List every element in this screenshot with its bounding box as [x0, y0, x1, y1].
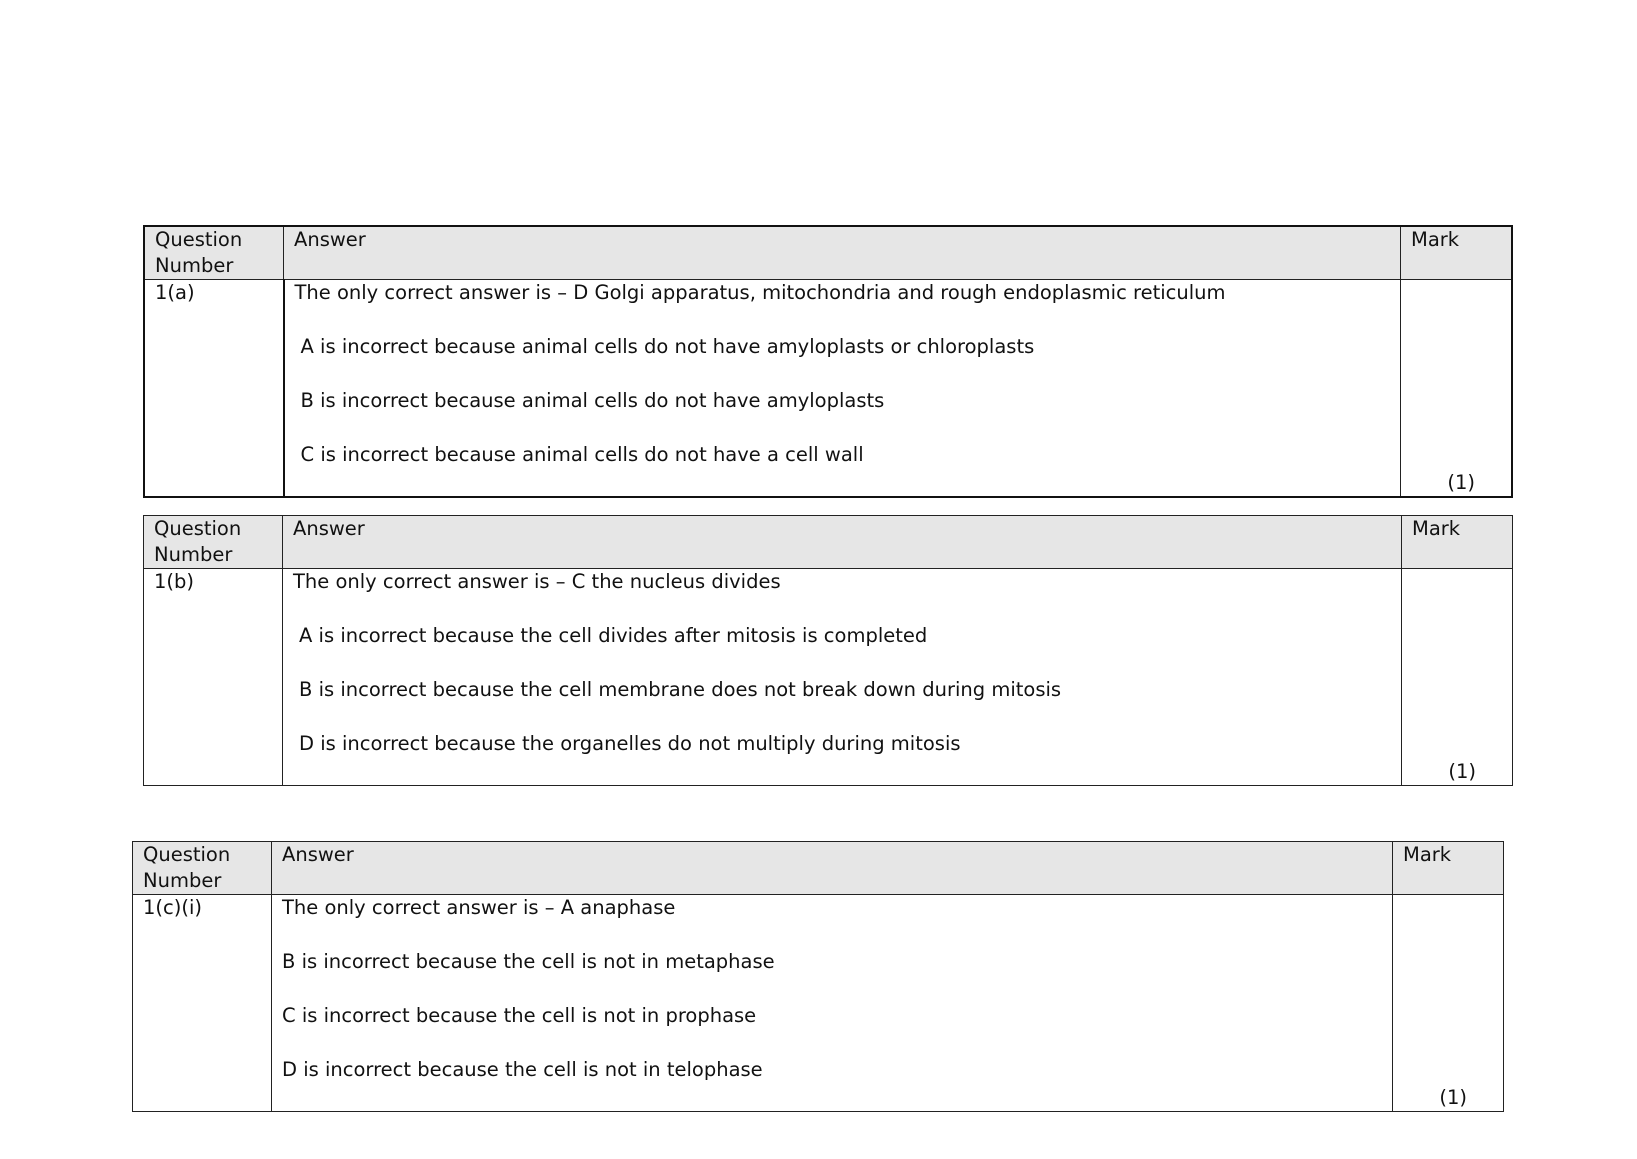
correct-answer: The only correct answer is – C the nucleus divides — [293, 570, 781, 593]
header-answer: Answer — [272, 842, 1393, 895]
header-mark: Mark — [1401, 226, 1513, 280]
mark-cell — [1393, 895, 1504, 1112]
correct-answer: The only correct answer is – D Golgi apparatus, mitochondria and rough endoplasmic reticulum — [294, 281, 1226, 304]
answer-cell — [283, 569, 1402, 786]
incorrect-explanation: D is incorrect because the organelles do not multiply during mitosis — [299, 732, 961, 755]
correct-answer: The only correct answer is – A anaphase — [282, 896, 676, 919]
mark-scheme-table-1a — [143, 225, 1513, 498]
incorrect-explanation: A is incorrect because animal cells do not have amyloplasts or chloroplasts — [300, 335, 1035, 358]
mark-value: (1) — [1447, 471, 1475, 494]
incorrect-explanation: C is incorrect because animal cells do not have a cell wall — [300, 443, 864, 466]
header-mark: Mark — [1402, 516, 1513, 569]
header-question-number: Question Number — [133, 842, 272, 895]
mark-scheme-table-1b — [143, 515, 1513, 786]
mark-value: (1) — [1448, 760, 1476, 783]
header-question-number: Question Number — [144, 226, 284, 280]
answer-cell — [272, 895, 1393, 1112]
mark-scheme-table-1ci — [132, 841, 1504, 1112]
incorrect-explanation: A is incorrect because the cell divides after mitosis is completed — [299, 624, 928, 647]
mark-value: (1) — [1439, 1086, 1467, 1109]
header-question-number: Question Number — [144, 516, 283, 569]
mark-cell — [1402, 569, 1513, 786]
incorrect-explanation: B is incorrect because the cell membrane does not break down during mitosis — [299, 678, 1062, 701]
incorrect-explanation: B is incorrect because the cell is not in metaphase — [282, 950, 775, 973]
incorrect-explanation: B is incorrect because animal cells do not have amyloplasts — [300, 389, 885, 412]
incorrect-explanation: D is incorrect because the cell is not in telophase — [282, 1058, 763, 1081]
incorrect-explanation: C is incorrect because the cell is not in prophase — [282, 1004, 757, 1027]
answer-cell — [284, 280, 1401, 498]
mark-cell — [1401, 280, 1513, 498]
question-number: 1(a) — [144, 280, 284, 498]
header-answer: Answer — [283, 516, 1402, 569]
header-answer: Answer — [284, 226, 1401, 280]
header-mark: Mark — [1393, 842, 1504, 895]
question-number: 1(c)(i) — [133, 895, 272, 1112]
question-number: 1(b) — [144, 569, 283, 786]
